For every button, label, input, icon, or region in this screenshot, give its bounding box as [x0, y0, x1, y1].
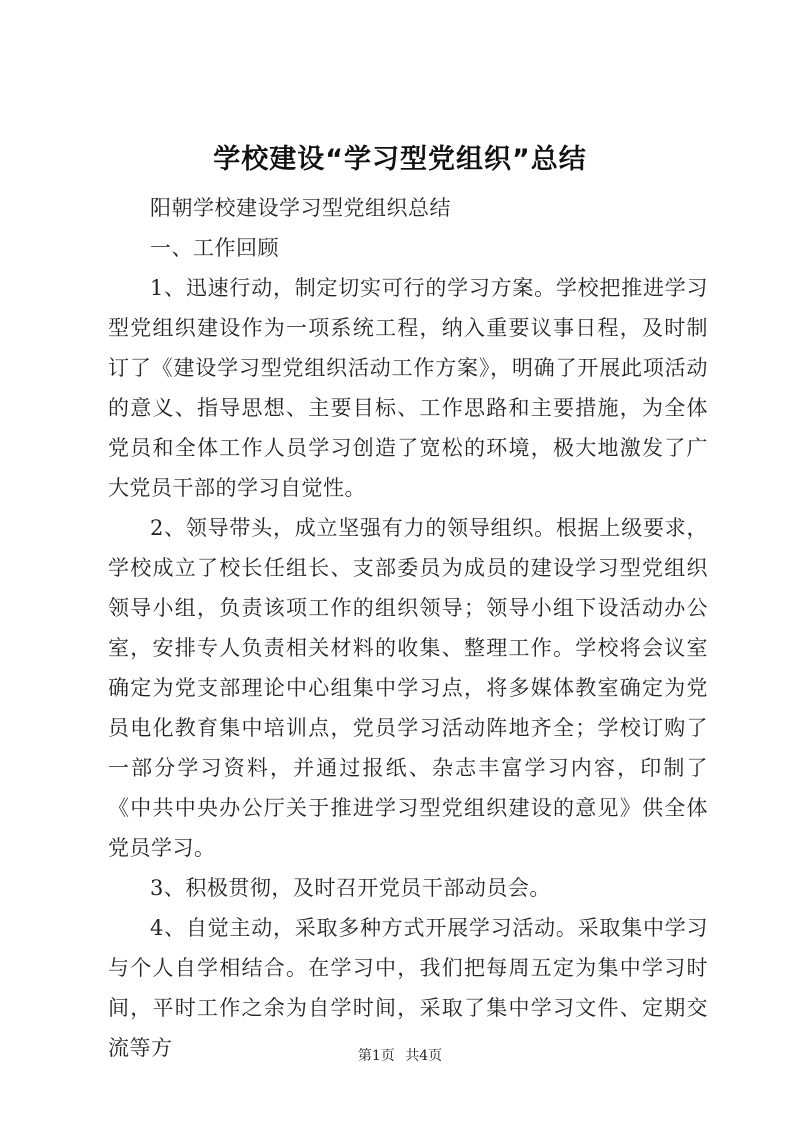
document-title: 学校建设“学习型党组织”总结: [213, 144, 587, 175]
body-paragraph: 3、积极贯彻，及时召开党员干部动员会。: [150, 876, 551, 900]
subtitle-paragraph: 阳朝学校建设学习型党组织总结: [150, 196, 451, 220]
body-paragraph: 4、自觉主动，采取多种方式开展学习活动。采取集中学习与个人自学相结合。在学习中，我们把每周五定为集中学习时间，平时工作之余为自学时间，采取了集中学习文件、定期交流等方: [108, 916, 708, 1060]
section-heading: 一、工作回顾: [150, 236, 279, 260]
body-paragraph: 1、迅速行动，制定切实可行的学习方案。学校把推进学习型党组织建设作为一项系统工程，纳入重要议事日程，及时制订了《建设学习型党组织活动工作方案》，明确了开展此项活动的意义、指导思想、主要目标、工作思路和主要措施，为全体党员和全体工作人员学习创造了宽松的环境，极大地激发了广大党员干部的学习自觉性。: [108, 276, 708, 500]
body-paragraph: 2、领导带头，成立坚强有力的领导组织。根据上级要求，学校成立了校长任组长、支部委员为成员的建设学习型党组织领导小组，负责该项工作的组织领导；领导小组下设活动办公室，安排专人负责相关材料的收集、整理工作。学校将会议室确定为党支部理论中心组集中学习点，将多媒体教室确定为党员电化教育集中培训点，党员学习活动阵地齐全；学校订购了一部分学习资料，并通过报纸、杂志丰富学习内容，印制了《中共中央办公厅关于推进学习型党组织建设的意见》供全体党员学习。: [108, 516, 708, 860]
document-body: [108, 188, 708, 1068]
page-number: 第1页: [357, 1048, 395, 1064]
page-total: 共4页: [405, 1048, 443, 1064]
page-footer: [0, 1046, 800, 1066]
